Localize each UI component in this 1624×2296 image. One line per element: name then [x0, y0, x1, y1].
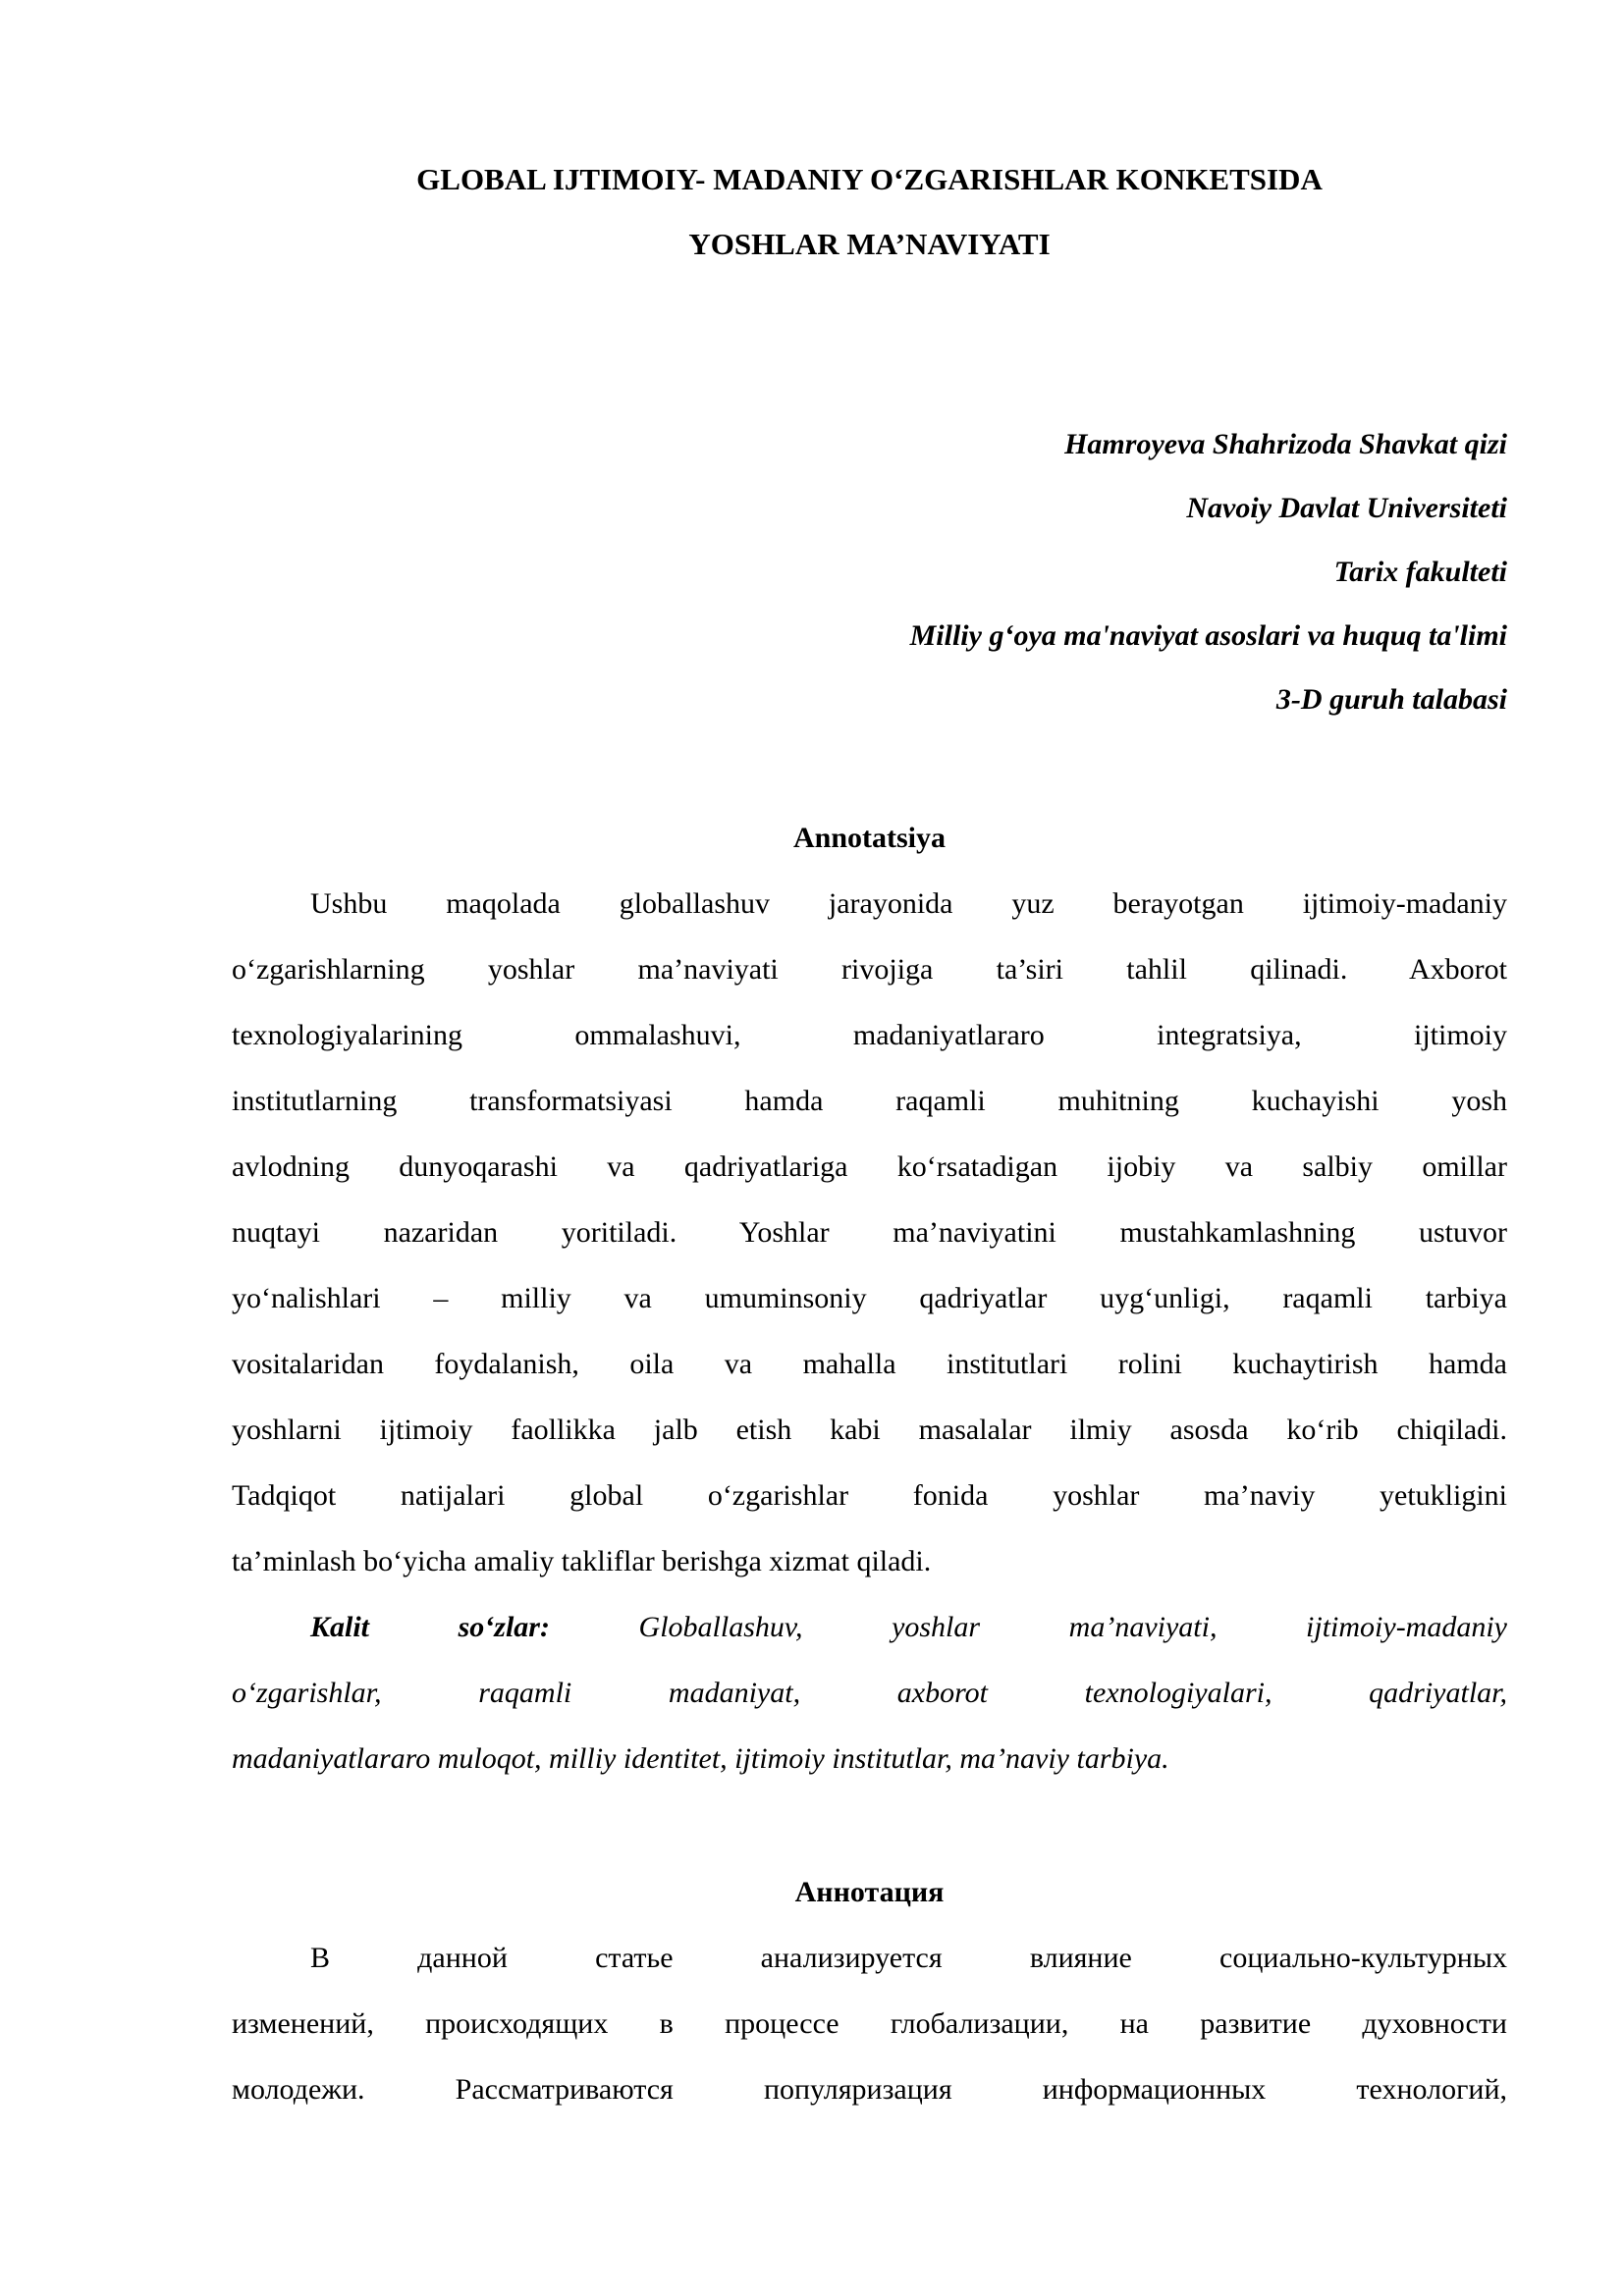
- author-line: Milliy g‘oya ma'naviyat asoslari va huquq ta'limi: [909, 619, 1507, 652]
- annotation-uz-line: Ushbu maqolada globallashuv jarayonida yuz berayotgan ijtimoiy-madaniy: [310, 887, 1507, 920]
- title-line-1: GLOBAL IJTIMOIY- MADANIY O‘ZGARISHLAR KONKETSIDA: [416, 162, 1323, 196]
- annotation-uz-line: nuqtayi nazaridan yoritiladi. Yoshlar ma’naviyatini mustahkamlashning ustuvor: [232, 1216, 1507, 1249]
- paragraph-annotation-ru: [232, 1925, 1507, 2122]
- title-line-2: YOSHLAR MA’NAVIYATI: [688, 227, 1051, 261]
- annotation-uz-line: ta’minlash bo‘yicha amaliy takliflar berishga xizmat qiladi.: [232, 1545, 932, 1577]
- annotation-ru-line: молодежи. Рассматриваются популяризация информационных технологий,: [232, 2073, 1507, 2106]
- author-line: 3-D guruh talabasi: [1275, 683, 1507, 716]
- spacer: [232, 731, 1507, 805]
- author-line: Tarix fakulteti: [1333, 556, 1507, 588]
- keywords-label: Kalit so‘zlar:: [310, 1611, 550, 1643]
- annotation-uz-line: Tadqiqot natijalari global o‘zgarishlar fonida yoshlar ma’naviy yetukligini: [232, 1479, 1507, 1512]
- author-line: Hamroyeva Shahrizoda Shavkat qizi: [1064, 428, 1507, 460]
- author-block: [232, 412, 1507, 731]
- keywords-paragraph: [232, 1594, 1507, 1791]
- paragraph-annotation-uz: [232, 871, 1507, 1594]
- keywords-line: o‘zgarishlar, raqamli madaniyat, axborot texnologiyalari, qadriyatlar,: [232, 1677, 1507, 1709]
- annotation-uz-line: avlodning dunyoqarashi va qadriyatlariga ko‘rsatadigan ijobiy va salbiy omillar: [232, 1150, 1507, 1183]
- annotation-ru-line: В данной статье анализируется влияние социально-культурных: [310, 1942, 1507, 1974]
- keywords-rest-lines: [232, 1660, 1507, 1791]
- annotation-uz-line: o‘zgarishlarning yoshlar ma’naviyati rivojiga ta’siri tahlil qilinadi. Axborot: [232, 953, 1507, 986]
- annotation-uz-line: yo‘nalishlari – milliy va umuminsoniy qadriyatlar uyg‘unligi, raqamli tarbiya: [232, 1282, 1507, 1314]
- spacer: [232, 1791, 1507, 1859]
- annotation-uz-line: vositalaridan foydalanish, oila va mahalla institutlari rolini kuchaytirish hamda: [232, 1348, 1507, 1380]
- annotation-uz-line: institutlarning transformatsiyasi hamda raqamli muhitning kuchayishi yosh: [232, 1085, 1507, 1117]
- keywords-line: [232, 1594, 1507, 1660]
- section-heading-annotation-ru: Аннотация: [794, 1876, 945, 1908]
- annotation-uz-line: yoshlarni ijtimoiy faollikka jalb etish kabi masalalar ilmiy asosda ko‘rib chiqiladi.: [232, 1414, 1507, 1446]
- spacer: [232, 277, 1507, 412]
- keywords-line: madaniyatlararo muloqot, milliy identitet, ijtimoiy institutlar, ma’naviy tarbiya.: [232, 1742, 1169, 1775]
- keywords-line-rest: Globallashuv, yoshlar ma’naviyati, ijtimoiy-madaniy: [549, 1611, 1508, 1643]
- section-heading-annotatsiya: Annotatsiya: [792, 822, 947, 854]
- page-title: [232, 147, 1507, 277]
- annotation-uz-line: texnologiyalarining ommalashuvi, madaniyatlararo integratsiya, ijtimoiy: [232, 1019, 1507, 1051]
- author-line: Navoiy Davlat Universiteti: [1186, 492, 1507, 524]
- annotation-ru-line: изменений, происходящих в процессе глобализации, на развитие духовности: [232, 2007, 1507, 2040]
